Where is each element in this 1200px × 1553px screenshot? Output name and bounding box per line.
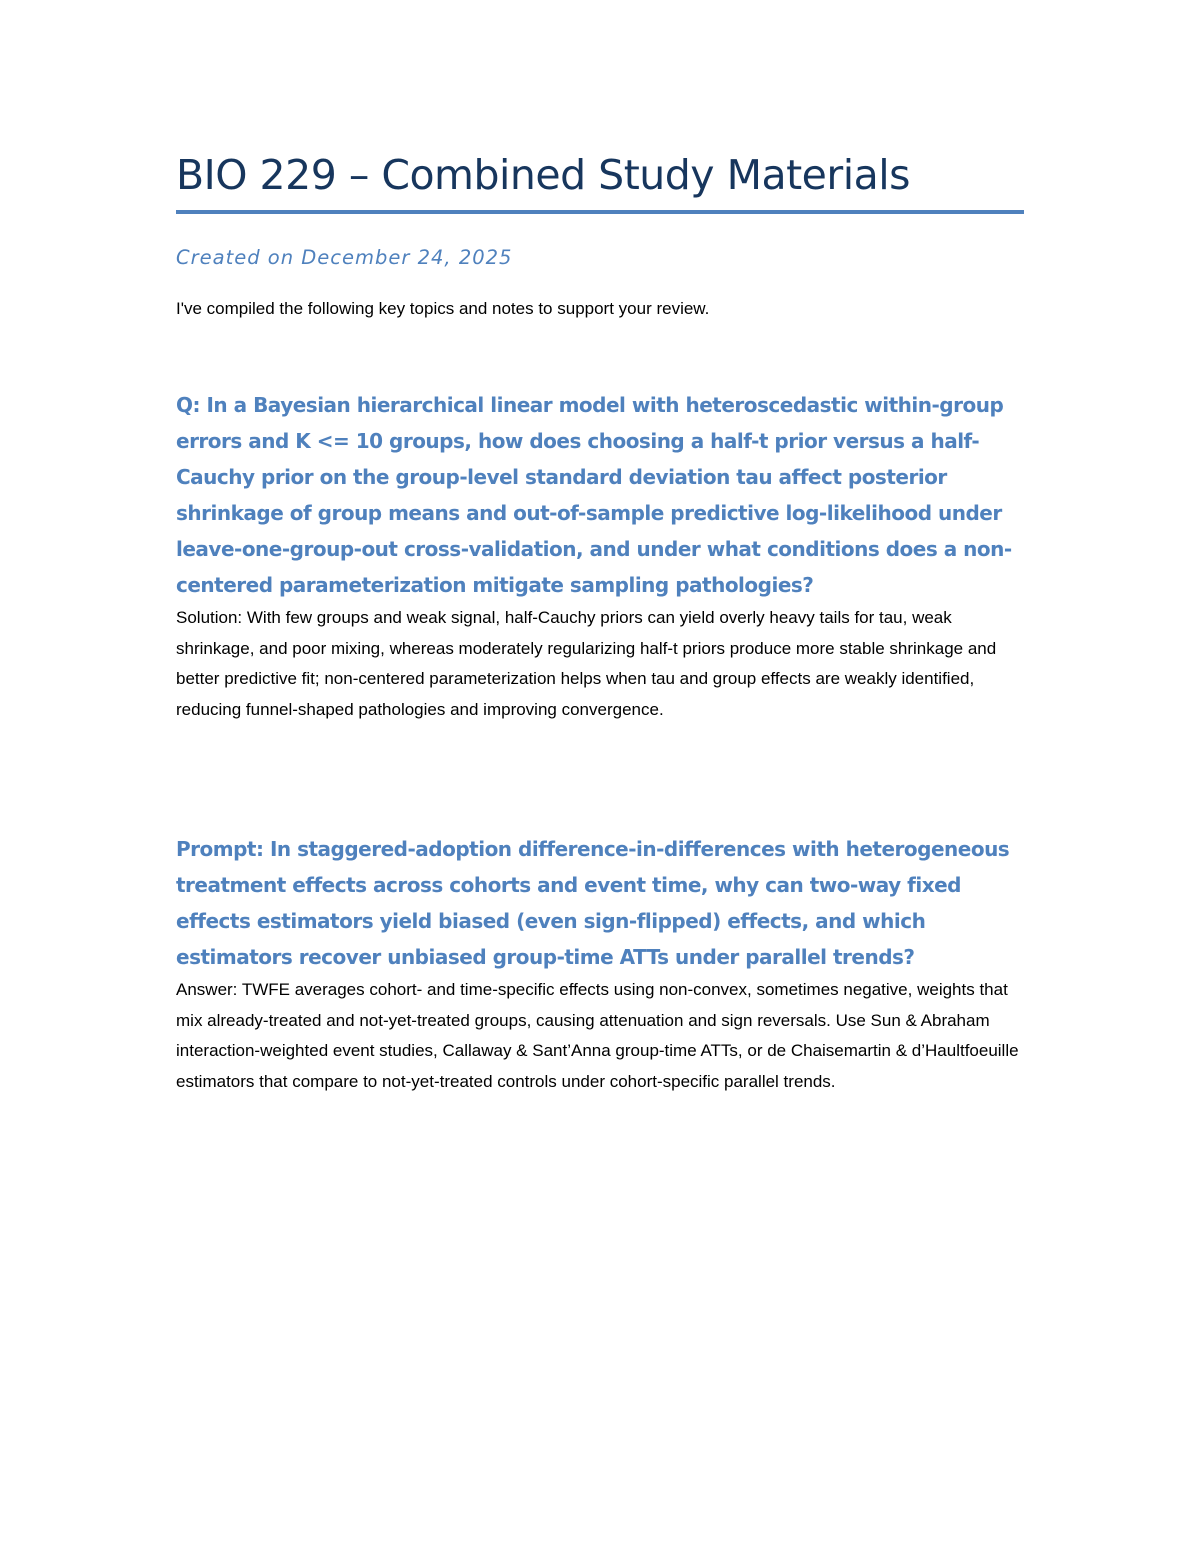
intro-paragraph: I've compiled the following key topics and notes to support your review. (176, 299, 710, 318)
document-title: BIO 229 – Combined Study Materials (176, 146, 1024, 214)
answer-paragraph: Answer: TWFE averages cohort- and time-specific effects using non-convex, sometimes negative, weights that mix already-treated and not-yet-treated groups, causing attenuation and sign reversals. Use Sun & Abraham interaction-weighted event studies, Callaway & Sant’Anna group-time ATTs, or de Chaisemartin & d’Haultfoeuille estimators that compare to not-yet-treated controls under cohort-specific parallel trends. (176, 980, 1019, 1091)
qa-section-1 (176, 387, 1024, 725)
document-body (176, 146, 1024, 1097)
qa-section-2 (176, 831, 1024, 1097)
created-date: Created on December 24, 2025 (176, 246, 513, 269)
question-heading: Q: In a Bayesian hierarchical linear model with heteroscedastic within-group errors and K <= 10 groups, how does choosing a half-t prior versus a half-Cauchy prior on the group-level standard deviation tau affect posterior shrinkage of group means and out-of-sample predictive log-likelihood under leave-one-group-out cross-validation, and under what conditions does a non-centered parameterization mitigate sampling pathologies? (176, 393, 1012, 597)
question-heading: Prompt: In staggered-adoption difference-in-differences with heterogeneous treatment effects across cohorts and event time, why can two-way fixed effects estimators yield biased (even sign-flipped) effects, and which estimators recover unbiased group-time ATTs under parallel trends? (176, 837, 1010, 969)
answer-paragraph: Solution: With few groups and weak signal, half-Cauchy priors can yield overly heavy tails for tau, weak shrinkage, and poor mixing, whereas moderately regularizing half-t priors produce more stable shrinkage and better predictive fit; non-centered parameterization helps when tau and group effects are weakly identified, reducing funnel-shaped pathologies and improving convergence. (176, 608, 997, 719)
